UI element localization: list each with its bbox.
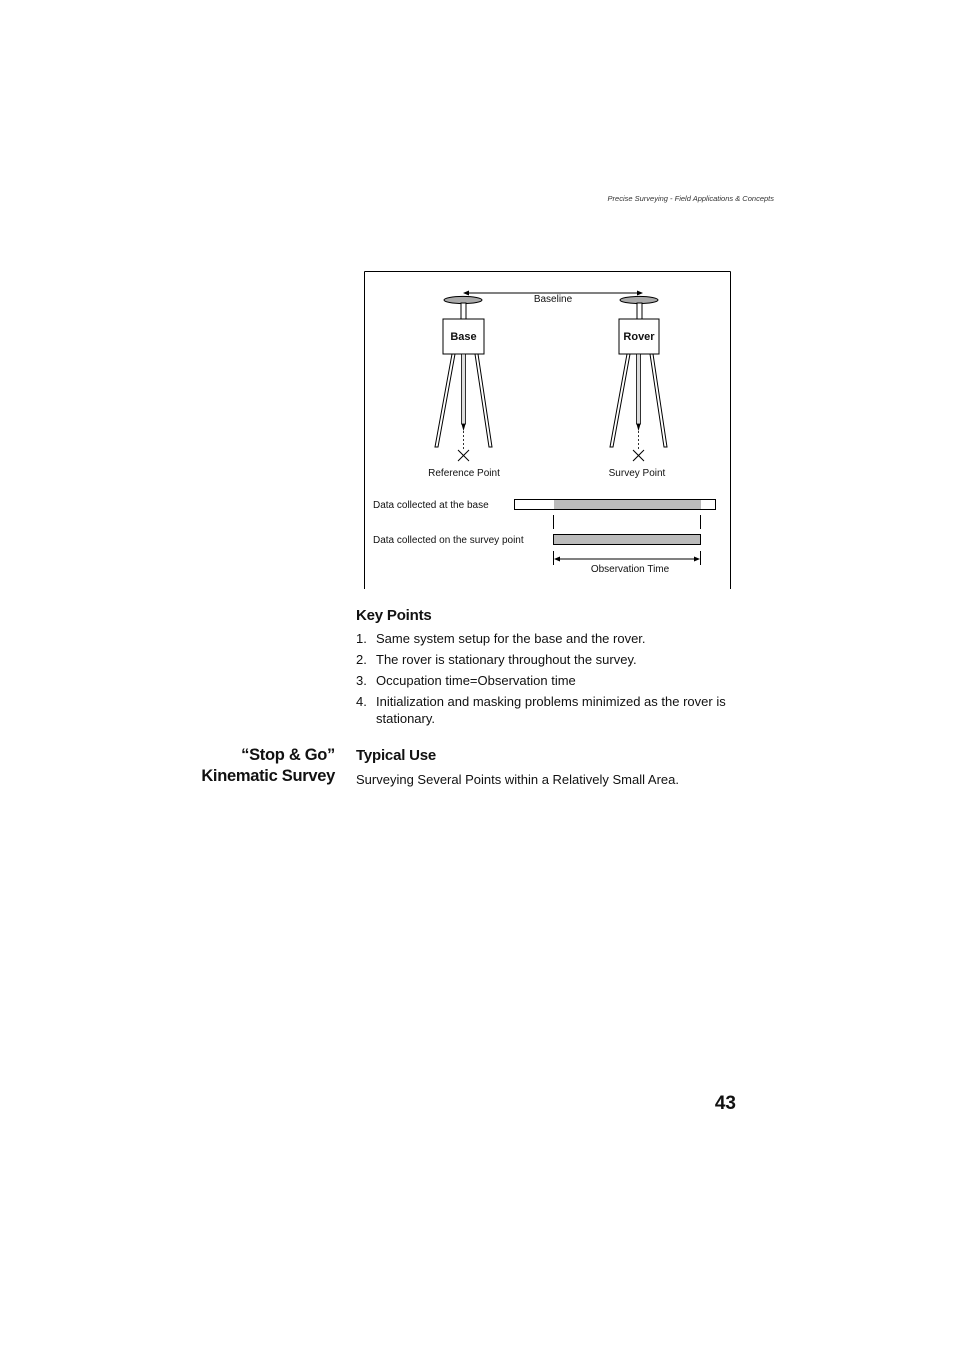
- observation-time-bracket: [554, 551, 701, 565]
- base-data-fill: [554, 500, 701, 509]
- section-title-line2: Kinematic Survey: [201, 767, 335, 785]
- list-item: [356, 630, 736, 647]
- list-item: [356, 693, 736, 727]
- list-number: 2.: [356, 652, 367, 667]
- key-points-list: [356, 630, 736, 731]
- key-points-heading: Key Points: [356, 607, 432, 624]
- list-item-text: Initialization and masking problems minimized as the rover is stationary.: [376, 694, 726, 726]
- static-survey-figure: [364, 271, 731, 589]
- section-title: [150, 745, 335, 787]
- observation-time-label: Observation Time: [590, 564, 670, 575]
- survey-data-bar: [554, 535, 701, 545]
- list-number: 4.: [356, 694, 367, 709]
- page-number: 43: [714, 1093, 736, 1114]
- reference-point-label: Reference Point: [428, 468, 500, 479]
- data-base-label: Data collected at the base: [373, 500, 489, 511]
- section-title-line1: “Stop & Go”: [241, 746, 335, 764]
- rover-label: Rover: [623, 331, 655, 343]
- base-station: [435, 296, 492, 461]
- rover-station: [610, 296, 667, 461]
- running-header: Precise Surveying - Field Applications & Concepts: [607, 194, 774, 203]
- typical-use-heading: Typical Use: [356, 747, 437, 764]
- list-item-text: The rover is stationary throughout the survey.: [376, 652, 637, 667]
- baseline-label: Baseline: [533, 294, 573, 305]
- data-survey-label: Data collected on the survey point: [373, 535, 524, 546]
- list-item-text: Occupation time=Observation time: [376, 673, 576, 688]
- base-label: Base: [450, 331, 477, 343]
- survey-point-label: Survey Point: [608, 468, 666, 479]
- survey-diagram: [364, 271, 731, 589]
- list-item: [356, 672, 736, 689]
- list-number: 1.: [356, 631, 367, 646]
- typical-use-text: Surveying Several Points within a Relatively Small Area.: [356, 772, 679, 787]
- list-item-text: Same system setup for the base and the rover.: [376, 631, 646, 646]
- list-number: 3.: [356, 673, 367, 688]
- list-item: [356, 651, 736, 668]
